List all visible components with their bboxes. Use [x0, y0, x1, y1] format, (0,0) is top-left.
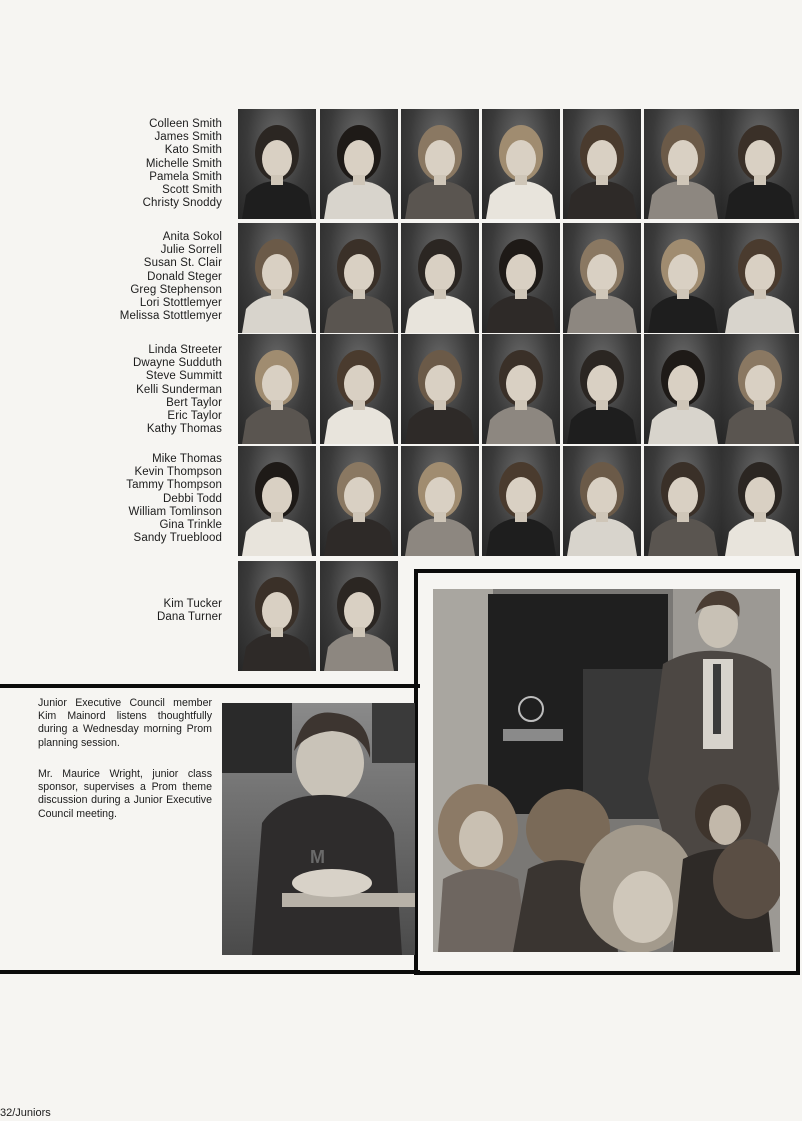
svg-text:M: M — [310, 847, 325, 867]
student-portrait — [401, 223, 479, 333]
student-portrait — [238, 446, 316, 556]
student-name: Steve Summitt — [145, 370, 222, 383]
name-list-row-2 — [60, 231, 222, 323]
student-name: Susan St. Clair — [143, 257, 222, 270]
student-portrait — [721, 334, 799, 444]
student-portrait — [644, 109, 722, 219]
student-name: Melissa Stottlemyer — [119, 310, 222, 323]
student-portrait — [320, 446, 398, 556]
name-list-row-3 — [60, 344, 222, 436]
page-folio: 32/Juniors — [0, 1107, 51, 1119]
student-portrait — [482, 109, 560, 219]
student-name: Gina Trinkle — [159, 519, 222, 532]
student-portrait — [482, 223, 560, 333]
student-portrait — [238, 334, 316, 444]
student-name: Michelle Smith — [145, 157, 222, 170]
student-name: William Tomlinson — [128, 505, 222, 518]
student-portrait — [721, 109, 799, 219]
student-name: Donald Steger — [147, 270, 222, 283]
student-name: Christy Snoddy — [142, 197, 222, 210]
student-name: Sandy Trueblood — [133, 532, 222, 545]
student-portrait — [644, 223, 722, 333]
name-list-row-1 — [60, 118, 222, 210]
student-portrait — [320, 334, 398, 444]
student-name: Lori Stottlemyer — [139, 297, 222, 310]
student-portrait — [482, 446, 560, 556]
student-portrait — [563, 109, 641, 219]
student-name: Kato Smith — [164, 144, 222, 157]
student-name: Linda Streeter — [148, 344, 222, 356]
student-portrait — [563, 223, 641, 333]
caption-maurice-wright: Mr. Maurice Wright, junior class sponsor, supervises a Prom theme discussion during a Junior Executive Council meeting. — [38, 768, 212, 820]
student-name: Kim Tucker — [163, 598, 222, 610]
student-portrait — [644, 334, 722, 444]
student-name: James Smith — [154, 131, 222, 144]
student-name: Eric Taylor — [167, 410, 222, 423]
student-portrait — [721, 223, 799, 333]
student-portrait — [482, 334, 560, 444]
student-name: Dana Turner — [156, 611, 222, 624]
student-portrait — [238, 223, 316, 333]
student-portrait — [401, 446, 479, 556]
student-name: Pamela Smith — [149, 170, 222, 183]
student-portrait — [238, 561, 316, 671]
student-portrait — [320, 223, 398, 333]
student-name: Debbi Todd — [163, 492, 222, 505]
student-portrait — [320, 109, 398, 219]
student-name: Tammy Thompson — [126, 479, 222, 492]
student-name: Bert Taylor — [166, 396, 222, 409]
candid-student-image — [222, 703, 415, 955]
student-portrait — [238, 109, 316, 219]
student-name: Kathy Thomas — [146, 423, 222, 436]
student-name: Scott Smith — [162, 184, 222, 197]
student-name: Julie Sorrell — [160, 244, 222, 257]
candid-photo-student — [222, 703, 415, 955]
student-name: Mike Thomas — [152, 453, 222, 465]
candid-photo-teacher — [433, 589, 780, 952]
caption-kim-mainord: Junior Executive Council member Kim Mainord listens thoughtfully during a Wednesday morning Prom planning session. — [38, 697, 212, 749]
name-list-row-4 — [60, 453, 222, 545]
student-name: Colleen Smith — [149, 118, 222, 130]
student-name: Greg Stephenson — [130, 283, 222, 296]
student-portrait — [721, 446, 799, 556]
student-portrait — [563, 334, 641, 444]
candid-teacher-image — [433, 589, 780, 952]
name-list-row-5 — [60, 598, 222, 624]
student-portrait — [320, 561, 398, 671]
student-portrait — [401, 109, 479, 219]
student-portrait — [563, 446, 641, 556]
student-name: Kevin Thompson — [134, 466, 222, 479]
student-name: Kelli Sunderman — [136, 383, 222, 396]
student-name: Anita Sokol — [162, 231, 222, 243]
student-name: Dwayne Sudduth — [133, 357, 222, 370]
student-portrait — [644, 446, 722, 556]
student-portrait — [401, 334, 479, 444]
